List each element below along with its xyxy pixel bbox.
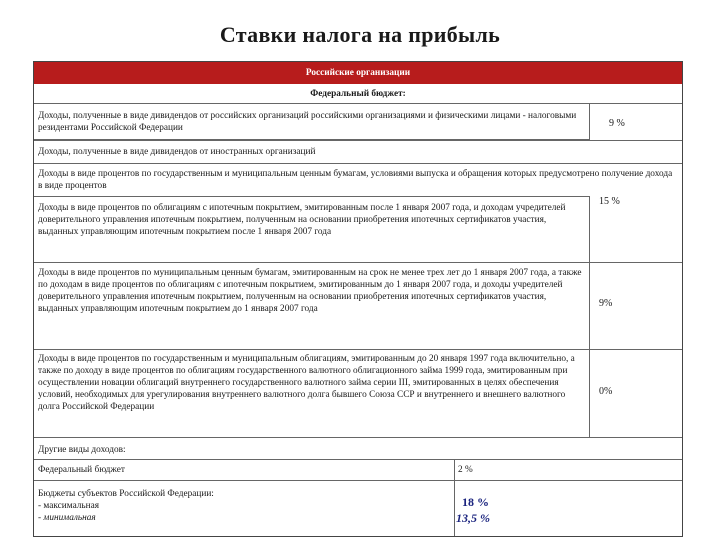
other-incomes-label: Другие виды доходов: [38,445,126,455]
page-title: Ставки налога на прибыль [219,22,501,47]
regional-budget-label: Бюджеты субъектов Российской Федерации: [38,489,214,499]
regional-max-label: - максимальная [38,501,100,511]
row-municipal-before-2007: Доходы в виде процентов по муниципальным ценным бумагам, эмитированным на срок не менее трех лет до 1 января 2007 года, а также по доходам в виде процентов по облигациям с ипотечным покрытием, эмитированным до 1 января 2007 года, и доходы учредителей доверительного управления ипотечным покрытием, полученным на основании приобретения ипотечных сертификатов участия, выданных управляющим ипотечным покрытием до 1 января 2007 года [38,268,582,314]
org-header: Российские организации [34,62,682,84]
divider [34,196,589,197]
regional-min-rate: 13,5 % [456,511,490,525]
rate-15: 15 % [599,196,620,207]
budget-header: Федеральный бюджет: [34,84,682,104]
rate-dividends-rf: 9 % [609,118,625,129]
rate-0: 0% [599,386,613,397]
federal-budget-label: Федеральный бюджет [38,465,125,475]
rate-9: 9% [599,298,613,309]
row-state-bonds-1997: Доходы в виде процентов по государственным и муниципальным облигациям, эмитированным до 20 января 1997 года включительно, а также по доходу в виде процентов по облигациям государственного валютного облигационного займа 1999 года, эмитированным при осуществлении новации облигаций внутреннего государственного валютного займа серии III, эмитированных в целях обеспечения условий, необходимых для урегулирования внутреннего валютного долга бывшего Союза ССР и внутреннего и внешнего валютного долга Российской Федерации [38,354,575,412]
divider [34,480,682,481]
column-divider [589,104,590,141]
federal-budget-rate: 2 % [458,465,473,475]
row-dividends-rf: Доходы, полученные в виде дивидендов от российских организаций российскими организациями и физическими лицами - налоговыми резидентами Российской Федерации [34,104,589,140]
divider [34,262,682,263]
column-divider [454,460,455,536]
row-mortgage-after-2007: Доходы в виде процентов по облигациям с ипотечным покрытием, эмитированным после 1 января 2007 года, и доходам учредителей доверительного управления ипотечным покрытием, полученным на основании приобретения ипотечных сертификатов участия, выданных управляющим ипотечным покрытием после 1 января 2007 года [38,203,566,237]
row-dividends-foreign: Доходы, полученные в виде дивидендов от иностранных организаций [38,147,316,157]
column-divider [589,196,590,438]
regional-max-rate: 18 % [462,495,489,509]
row-state-securities: Доходы в виде процентов по государственным и муниципальным ценным бумагам, условиями выпуска и обращения которых предусмотрено получение дохода в виде процентов [38,169,673,191]
regional-min-label: - минимальная [38,513,96,523]
divider [34,349,682,350]
divider [34,437,682,438]
tax-rate-table [33,61,683,537]
